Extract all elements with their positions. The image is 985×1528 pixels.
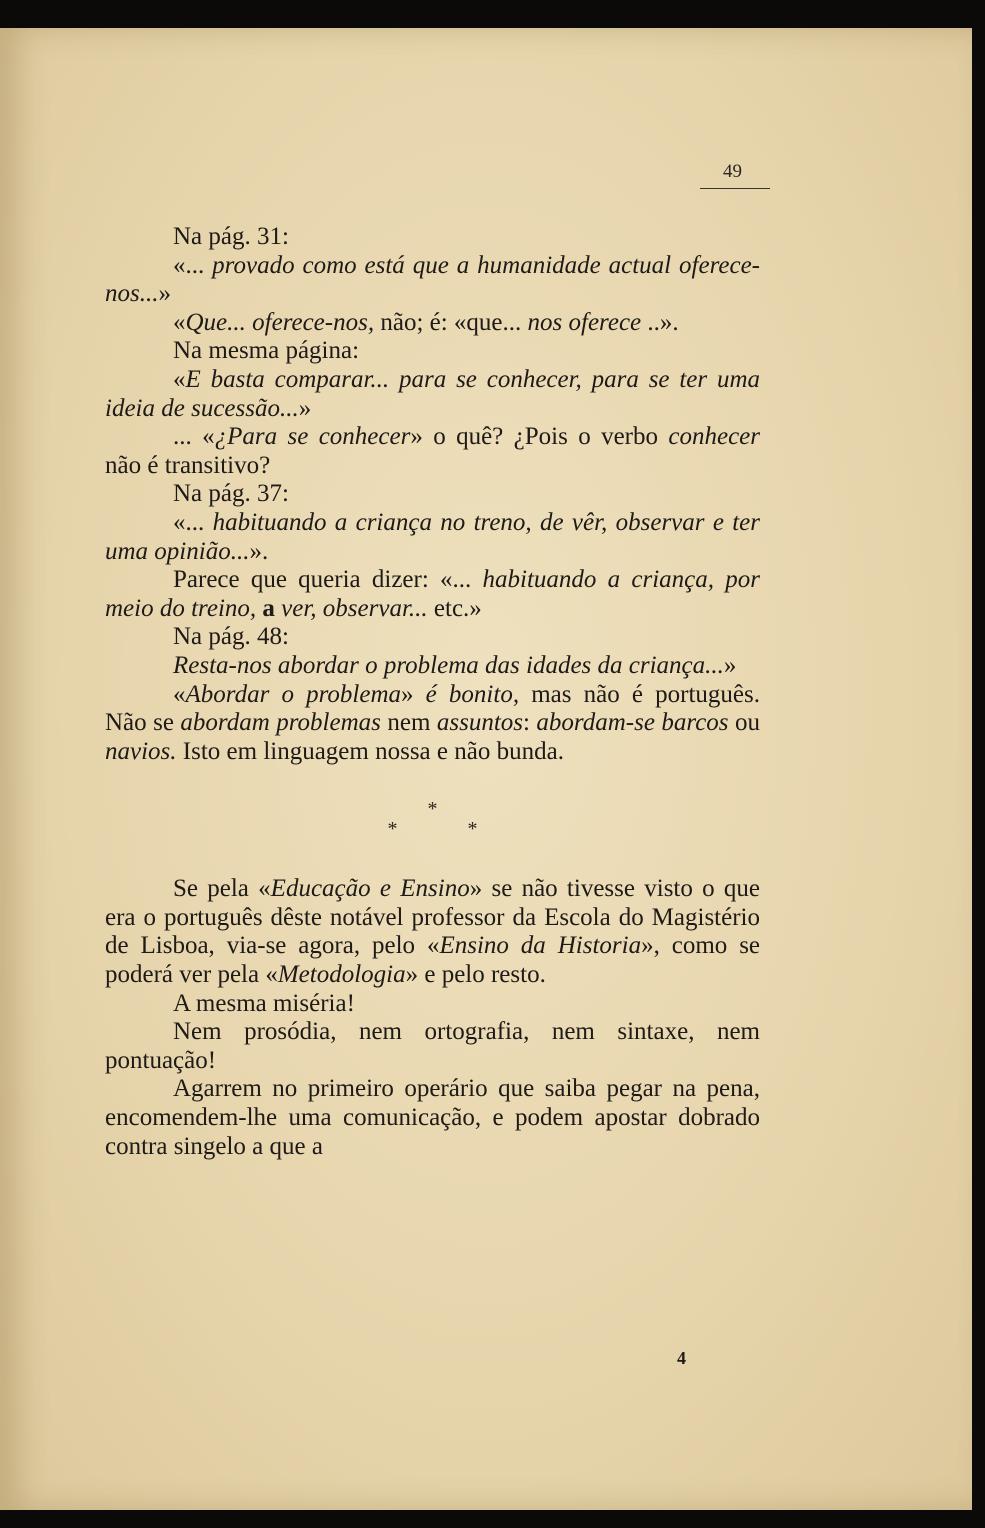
- paragraph: «E basta comparar... para se conhecer, para se ter uma ideia de sucessão...»: [105, 365, 760, 422]
- paragraph: Parece que queria dizer: «... habituando a criança, por meio do treino, a ver, observar... etc.»: [105, 566, 760, 622]
- paragraph: «... habituando a criança no treno, de vêr, observar e ter uma opinião...».: [105, 508, 760, 565]
- paragraph: Agarrem no primeiro operário que saiba pegar na pena, encomendem-lhe uma comunicação, e podem apostar dobrado contra singelo a que a: [105, 1075, 760, 1160]
- paragraph: «... provado como está que a humanidade actual oferece-nos...»: [105, 251, 760, 308]
- paragraph: ... «¿Para se conhecer» o quê? ¿Pois o verbo conhecer não é transitivo?: [105, 423, 760, 479]
- section-separator: [105, 799, 760, 839]
- paragraph: «Abordar o problema» é bonito, mas não é português. Não se abordam problemas nem assuntos: abordam-se barcos ou navios. Isto em linguagem nossa e não bunda.: [105, 680, 761, 765]
- signature-mark: 4: [677, 1348, 686, 1368]
- page-number: 49: [723, 161, 742, 182]
- paragraph: Na pág. 48:: [173, 623, 289, 651]
- paragraph: Na pág. 37:: [173, 480, 289, 508]
- book-page: [0, 28, 972, 1510]
- asterisk-right: *: [467, 818, 548, 841]
- paragraph: A mesma miséria!: [173, 989, 355, 1017]
- page-body: [105, 223, 760, 1161]
- paragraph: «Que... oferece-nos, não; é: «que... nos oferece ..».: [173, 308, 679, 336]
- paragraph: Nem prosódia, nem ortografia, nem sintaxe, nem pontuação!: [105, 1018, 760, 1074]
- paragraph: Se pela «Educação e Ensino» se não tivesse visto o que era o português dêste notável professor da Escola do Magistério de Lisboa, via-se agora, pelo «Ensino da Historia», como se poderá ver pela «Metodologia» e pelo resto.: [105, 875, 761, 989]
- page-number-rule: [700, 188, 770, 189]
- asterisk-left: *: [387, 818, 468, 841]
- paragraph: Na pág. 31:: [173, 223, 289, 250]
- paragraph: Na mesma página:: [173, 337, 360, 365]
- asterisk-top: *: [427, 798, 438, 821]
- paragraph: Resta-nos abordar o problema das idades da criança...»: [173, 651, 737, 679]
